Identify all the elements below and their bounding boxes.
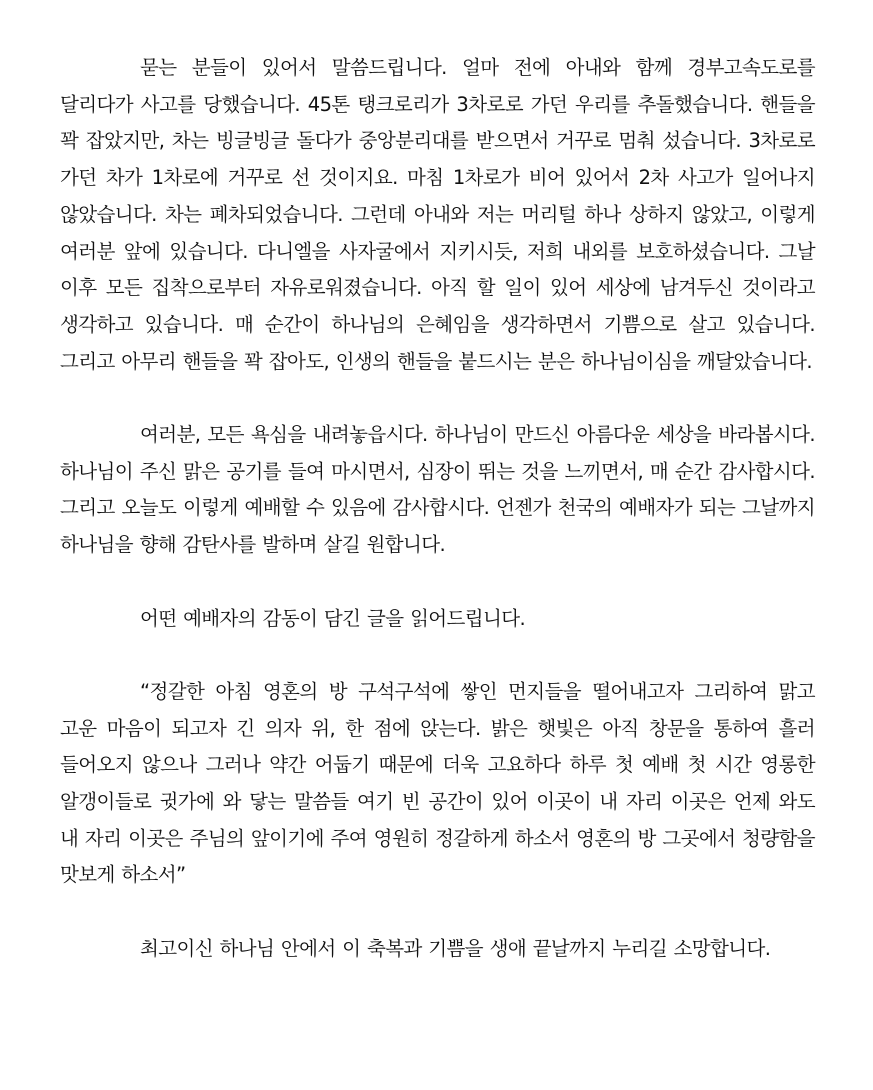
paragraph-quoted-poem: “정갈한 아침 영혼의 방 구석구석에 쌓인 먼지들을 떨어내고자 그리하여 맑고 고운 마음이 되고자 긴 의자 위, 한 점에 앉는다. 밝은 햇빛은 아직 창문을 통하여 흘러 들어오지 않으나 그러나 약간 어둡기 때문에 더욱 고요하다 하루 첫 예배 첫 시간 영롱한 알갱이들로 귓가에 와 닿는 말씀들 여기 빈 공간이 있어 이곳이 내 자리 이곳은 언제 와도 내 자리 이곳은 주님의 앞이기에 주여 영원히 정갈하게 하소서 영혼의 방 그곳에서 청량함을 맛보게 하소서”: [60, 679, 815, 887]
paragraph-spacer: [60, 564, 815, 601]
paragraph-spacer: [60, 380, 815, 417]
document-page: [60, 50, 815, 968]
paragraph-reading-intro: 어떤 예배자의 감동이 담긴 글을 읽어드립니다.: [140, 606, 526, 630]
paragraph-exhortation: 여러분, 모든 욕심을 내려놓읍시다. 하나님이 만드신 아름다운 세상을 바라봅시다. 하나님이 주신 맑은 공기를 들여 마시면서, 심장이 뛰는 것을 느끼면서, 매 순간 감사합시다. 그리고 오늘도 이렇게 예배할 수 있음에 감사합시다. 언젠가 천국의 예배자가 되는 그날까지 하나님을 향해 감탄사를 발하며 살길 원합니다.: [60, 423, 815, 557]
paragraph-spacer: [60, 637, 815, 674]
paragraph-accident-testimony: 묻는 분들이 있어서 말씀드립니다. 얼마 전에 아내와 함께 경부고속도로를 달리다가 사고를 당했습니다. 45톤 탱크로리가 3차로로 가던 우리를 추돌했습니다. 핸들을 꽉 잡았지만, 차는 빙글빙글 돌다가 중앙분리대를 받으면서 거꾸로 멈춰 섰습니다. 3차로로 가던 차가 1차로에 거꾸로 선 것이지요. 마침 1차로가 비어 있어서 2차 사고가 일어나지 않았습니다. 차는 폐차되었습니다. 그런데 아내와 저는 머리털 하나 상하지 않았고, 이렇게 여러분 앞에 있습니다. 다니엘을 사자굴에서 지키시듯, 저희 내외를 보호하셨습니다. 그날 이후 모든 집착으로부터 자유로워졌습니다. 아직 할 일이 있어 세상에 남겨두신 것이라고 생각하고 있습니다. 매 순간이 하나님의 은혜임을 생각하면서 기쁨으로 살고 있습니다. 그리고 아무리 핸들을 꽉 잡아도, 인생의 핸들을 붙드시는 분은 하나님이심을 깨달았습니다.: [60, 56, 815, 373]
paragraph-spacer: [60, 894, 815, 931]
paragraph-closing-blessing: 최고이신 하나님 안에서 이 축복과 기쁨을 생애 끝날까지 누리길 소망합니다.: [140, 936, 771, 960]
